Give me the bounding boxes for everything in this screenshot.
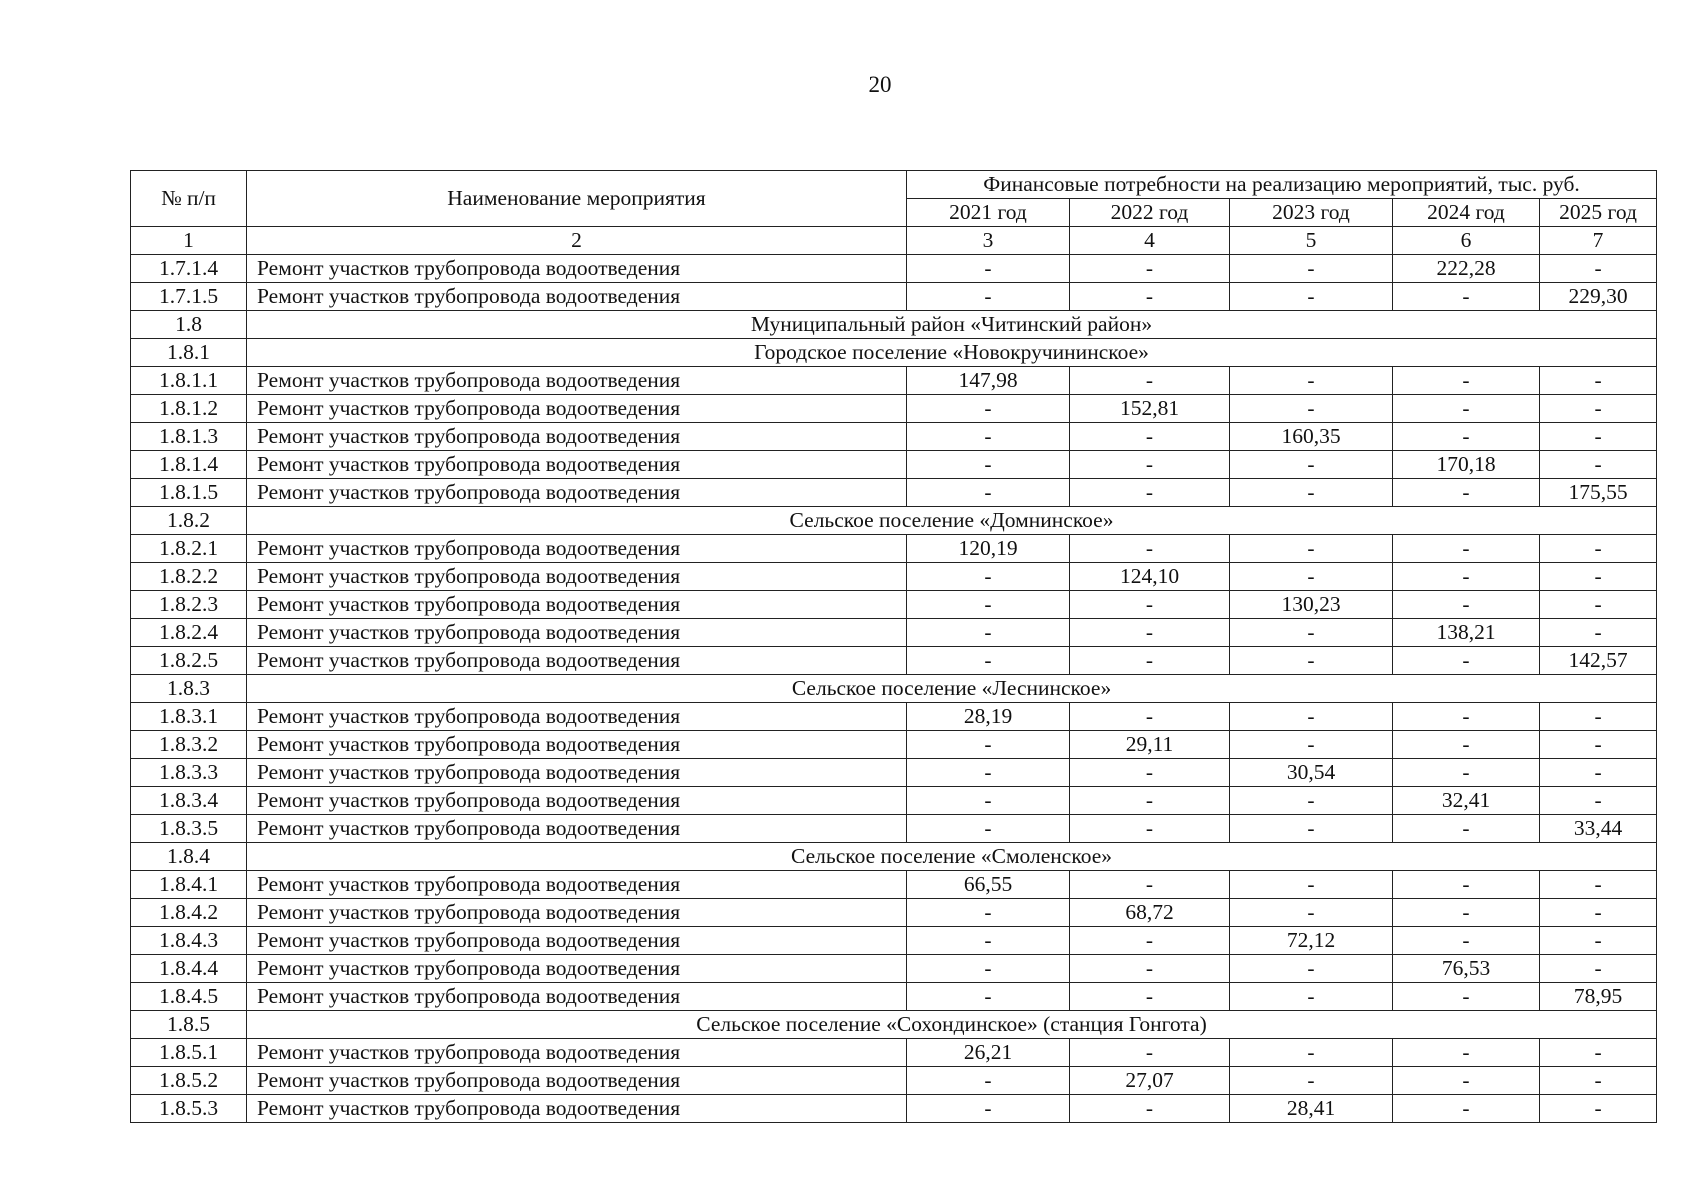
value-cell: - bbox=[907, 787, 1070, 815]
value-cell: - bbox=[907, 899, 1070, 927]
value-cell: 138,21 bbox=[1393, 619, 1540, 647]
value-cell: - bbox=[1540, 367, 1657, 395]
activity-name: Ремонт участков трубопровода водоотведения bbox=[247, 591, 907, 619]
value-cell: - bbox=[1070, 283, 1230, 311]
value-cell: - bbox=[1540, 451, 1657, 479]
value-cell: - bbox=[907, 451, 1070, 479]
activity-name: Ремонт участков трубопровода водоотведения bbox=[247, 479, 907, 507]
header-year: 2025 год bbox=[1540, 199, 1657, 227]
value-cell: 229,30 bbox=[1540, 283, 1657, 311]
section-title: Городское поселение «Новокручининское» bbox=[247, 339, 1657, 367]
table-row bbox=[131, 451, 1657, 479]
value-cell: - bbox=[907, 1095, 1070, 1123]
table-row bbox=[131, 479, 1657, 507]
value-cell: - bbox=[1540, 759, 1657, 787]
value-cell: - bbox=[1230, 255, 1393, 283]
row-number: 1.8.5.1 bbox=[131, 1039, 247, 1067]
value-cell: - bbox=[1230, 1039, 1393, 1067]
activity-name: Ремонт участков трубопровода водоотведения bbox=[247, 1067, 907, 1095]
value-cell: - bbox=[907, 731, 1070, 759]
value-cell: - bbox=[1393, 927, 1540, 955]
value-cell: - bbox=[1393, 1095, 1540, 1123]
value-cell: - bbox=[1393, 423, 1540, 451]
activity-name: Ремонт участков трубопровода водоотведения bbox=[247, 955, 907, 983]
value-cell: - bbox=[907, 395, 1070, 423]
table-body bbox=[131, 255, 1657, 1123]
section-title: Сельское поселение «Домнинское» bbox=[247, 507, 1657, 535]
row-number: 1.8.4.5 bbox=[131, 983, 247, 1011]
value-cell: - bbox=[1230, 703, 1393, 731]
value-cell: - bbox=[907, 955, 1070, 983]
value-cell: - bbox=[1070, 479, 1230, 507]
row-number: 1.8.5.3 bbox=[131, 1095, 247, 1123]
value-cell: 78,95 bbox=[1540, 983, 1657, 1011]
value-cell: - bbox=[1230, 871, 1393, 899]
section-row bbox=[131, 311, 1657, 339]
value-cell: - bbox=[1540, 255, 1657, 283]
value-cell: - bbox=[1393, 479, 1540, 507]
table-row bbox=[131, 395, 1657, 423]
row-number: 1.8.3 bbox=[131, 675, 247, 703]
value-cell: - bbox=[1070, 815, 1230, 843]
activity-name: Ремонт участков трубопровода водоотведения bbox=[247, 1095, 907, 1123]
row-number: 1.8.3.3 bbox=[131, 759, 247, 787]
value-cell: 33,44 bbox=[1540, 815, 1657, 843]
activity-name: Ремонт участков трубопровода водоотведения bbox=[247, 367, 907, 395]
table-row bbox=[131, 899, 1657, 927]
value-cell: 28,19 bbox=[907, 703, 1070, 731]
row-number: 1.8.3.2 bbox=[131, 731, 247, 759]
value-cell: - bbox=[1393, 1067, 1540, 1095]
row-number: 1.8.2.4 bbox=[131, 619, 247, 647]
value-cell: - bbox=[1540, 871, 1657, 899]
value-cell: - bbox=[1540, 591, 1657, 619]
value-cell: - bbox=[1393, 815, 1540, 843]
activity-name: Ремонт участков трубопровода водоотведения bbox=[247, 283, 907, 311]
value-cell: - bbox=[1540, 731, 1657, 759]
column-number: 2 bbox=[247, 227, 907, 255]
value-cell: - bbox=[1393, 367, 1540, 395]
column-number: 1 bbox=[131, 227, 247, 255]
activity-name: Ремонт участков трубопровода водоотведения bbox=[247, 1039, 907, 1067]
table-row bbox=[131, 1067, 1657, 1095]
table-row bbox=[131, 535, 1657, 563]
section-row bbox=[131, 507, 1657, 535]
value-cell: 222,28 bbox=[1393, 255, 1540, 283]
column-number: 6 bbox=[1393, 227, 1540, 255]
value-cell: - bbox=[1540, 787, 1657, 815]
header-year: 2021 год bbox=[907, 199, 1070, 227]
value-cell: - bbox=[1540, 1067, 1657, 1095]
value-cell: - bbox=[1070, 451, 1230, 479]
value-cell: - bbox=[1230, 899, 1393, 927]
value-cell: - bbox=[1540, 619, 1657, 647]
table-row bbox=[131, 703, 1657, 731]
activity-name: Ремонт участков трубопровода водоотведения bbox=[247, 983, 907, 1011]
value-cell: - bbox=[1230, 619, 1393, 647]
activity-name: Ремонт участков трубопровода водоотведения bbox=[247, 927, 907, 955]
value-cell: 26,21 bbox=[907, 1039, 1070, 1067]
section-title: Сельское поселение «Сохондинское» (станция Гонгота) bbox=[247, 1011, 1657, 1039]
value-cell: - bbox=[1070, 619, 1230, 647]
value-cell: - bbox=[1230, 955, 1393, 983]
value-cell: 72,12 bbox=[1230, 927, 1393, 955]
value-cell: - bbox=[907, 619, 1070, 647]
value-cell: - bbox=[907, 479, 1070, 507]
table-row bbox=[131, 927, 1657, 955]
value-cell: - bbox=[1393, 899, 1540, 927]
value-cell: - bbox=[1540, 1095, 1657, 1123]
activity-name: Ремонт участков трубопровода водоотведения bbox=[247, 563, 907, 591]
value-cell: - bbox=[1070, 927, 1230, 955]
header-name: Наименование мероприятия bbox=[247, 171, 907, 227]
value-cell: - bbox=[1070, 787, 1230, 815]
value-cell: - bbox=[1070, 255, 1230, 283]
table-row bbox=[131, 255, 1657, 283]
row-number: 1.8.1.3 bbox=[131, 423, 247, 451]
value-cell: - bbox=[1230, 1067, 1393, 1095]
row-number: 1.8.5 bbox=[131, 1011, 247, 1039]
value-cell: - bbox=[1393, 1039, 1540, 1067]
value-cell: - bbox=[1393, 535, 1540, 563]
header-year: 2023 год bbox=[1230, 199, 1393, 227]
row-number: 1.8.2 bbox=[131, 507, 247, 535]
row-number: 1.7.1.5 bbox=[131, 283, 247, 311]
value-cell: - bbox=[907, 815, 1070, 843]
table-row bbox=[131, 283, 1657, 311]
value-cell: - bbox=[1070, 955, 1230, 983]
table-row bbox=[131, 1095, 1657, 1123]
value-cell: 27,07 bbox=[1070, 1067, 1230, 1095]
activity-name: Ремонт участков трубопровода водоотведения bbox=[247, 815, 907, 843]
value-cell: - bbox=[1230, 983, 1393, 1011]
activity-name: Ремонт участков трубопровода водоотведения bbox=[247, 423, 907, 451]
header-year: 2022 год bbox=[1070, 199, 1230, 227]
header-finance: Финансовые потребности на реализацию мероприятий, тыс. руб. bbox=[907, 171, 1657, 199]
value-cell: 147,98 bbox=[907, 367, 1070, 395]
section-row bbox=[131, 675, 1657, 703]
row-number: 1.8.4.1 bbox=[131, 871, 247, 899]
activity-name: Ремонт участков трубопровода водоотведения bbox=[247, 731, 907, 759]
table-row bbox=[131, 815, 1657, 843]
row-number: 1.7.1.4 bbox=[131, 255, 247, 283]
value-cell: 170,18 bbox=[1393, 451, 1540, 479]
value-cell: - bbox=[907, 423, 1070, 451]
value-cell: - bbox=[1393, 703, 1540, 731]
value-cell: - bbox=[1393, 283, 1540, 311]
value-cell: - bbox=[1393, 647, 1540, 675]
value-cell: - bbox=[1393, 759, 1540, 787]
table-header bbox=[131, 171, 1657, 255]
table-row bbox=[131, 787, 1657, 815]
value-cell: - bbox=[1070, 703, 1230, 731]
value-cell: - bbox=[1070, 1039, 1230, 1067]
value-cell: - bbox=[907, 647, 1070, 675]
activity-name: Ремонт участков трубопровода водоотведения bbox=[247, 619, 907, 647]
section-title: Сельское поселение «Леснинское» bbox=[247, 675, 1657, 703]
table-row bbox=[131, 871, 1657, 899]
value-cell: - bbox=[1393, 871, 1540, 899]
value-cell: - bbox=[1230, 815, 1393, 843]
row-number: 1.8.4 bbox=[131, 843, 247, 871]
value-cell: - bbox=[907, 1067, 1070, 1095]
section-row bbox=[131, 339, 1657, 367]
financial-needs-table bbox=[130, 170, 1657, 1123]
row-number: 1.8.3.1 bbox=[131, 703, 247, 731]
value-cell: 30,54 bbox=[1230, 759, 1393, 787]
section-row bbox=[131, 1011, 1657, 1039]
row-number: 1.8.4.2 bbox=[131, 899, 247, 927]
table-row bbox=[131, 367, 1657, 395]
value-cell: - bbox=[907, 927, 1070, 955]
row-number: 1.8.2.3 bbox=[131, 591, 247, 619]
section-title: Муниципальный район «Читинский район» bbox=[247, 311, 1657, 339]
value-cell: - bbox=[907, 591, 1070, 619]
row-number: 1.8.1.5 bbox=[131, 479, 247, 507]
row-number: 1.8.1.1 bbox=[131, 367, 247, 395]
activity-name: Ремонт участков трубопровода водоотведения bbox=[247, 451, 907, 479]
value-cell: - bbox=[1230, 451, 1393, 479]
activity-name: Ремонт участков трубопровода водоотведения bbox=[247, 899, 907, 927]
activity-name: Ремонт участков трубопровода водоотведения bbox=[247, 647, 907, 675]
value-cell: - bbox=[1393, 395, 1540, 423]
table-row bbox=[131, 759, 1657, 787]
value-cell: - bbox=[907, 759, 1070, 787]
table-row bbox=[131, 591, 1657, 619]
value-cell: - bbox=[1230, 731, 1393, 759]
row-number: 1.8.5.2 bbox=[131, 1067, 247, 1095]
value-cell: - bbox=[1540, 955, 1657, 983]
value-cell: - bbox=[1393, 591, 1540, 619]
value-cell: - bbox=[1540, 703, 1657, 731]
value-cell: - bbox=[1070, 983, 1230, 1011]
row-number: 1.8.1.2 bbox=[131, 395, 247, 423]
value-cell: - bbox=[1540, 535, 1657, 563]
row-number: 1.8.2.5 bbox=[131, 647, 247, 675]
value-cell: - bbox=[1230, 647, 1393, 675]
value-cell: 68,72 bbox=[1070, 899, 1230, 927]
value-cell: - bbox=[1230, 395, 1393, 423]
activity-name: Ремонт участков трубопровода водоотведения bbox=[247, 395, 907, 423]
value-cell: - bbox=[1070, 759, 1230, 787]
value-cell: - bbox=[1230, 283, 1393, 311]
activity-name: Ремонт участков трубопровода водоотведения bbox=[247, 535, 907, 563]
table-row bbox=[131, 423, 1657, 451]
section-title: Сельское поселение «Смоленское» bbox=[247, 843, 1657, 871]
table-row bbox=[131, 983, 1657, 1011]
value-cell: - bbox=[1230, 535, 1393, 563]
value-cell: - bbox=[1540, 423, 1657, 451]
column-number: 3 bbox=[907, 227, 1070, 255]
row-number: 1.8 bbox=[131, 311, 247, 339]
value-cell: - bbox=[1230, 367, 1393, 395]
table-row bbox=[131, 563, 1657, 591]
value-cell: 66,55 bbox=[907, 871, 1070, 899]
value-cell: - bbox=[1540, 899, 1657, 927]
table-row bbox=[131, 619, 1657, 647]
activity-name: Ремонт участков трубопровода водоотведения bbox=[247, 255, 907, 283]
header-num: № п/п bbox=[131, 171, 247, 227]
value-cell: 28,41 bbox=[1230, 1095, 1393, 1123]
table-row bbox=[131, 647, 1657, 675]
column-number: 5 bbox=[1230, 227, 1393, 255]
value-cell: 32,41 bbox=[1393, 787, 1540, 815]
value-cell: - bbox=[1393, 731, 1540, 759]
value-cell: - bbox=[1540, 927, 1657, 955]
value-cell: 130,23 bbox=[1230, 591, 1393, 619]
value-cell: - bbox=[1230, 479, 1393, 507]
value-cell: 76,53 bbox=[1393, 955, 1540, 983]
value-cell: - bbox=[1070, 647, 1230, 675]
value-cell: - bbox=[1540, 395, 1657, 423]
value-cell: 160,35 bbox=[1230, 423, 1393, 451]
value-cell: - bbox=[1070, 1095, 1230, 1123]
value-cell: - bbox=[1070, 535, 1230, 563]
value-cell: - bbox=[1230, 787, 1393, 815]
table-row bbox=[131, 955, 1657, 983]
value-cell: - bbox=[1070, 591, 1230, 619]
value-cell: - bbox=[1070, 423, 1230, 451]
column-number: 4 bbox=[1070, 227, 1230, 255]
activity-name: Ремонт участков трубопровода водоотведения bbox=[247, 871, 907, 899]
column-number: 7 bbox=[1540, 227, 1657, 255]
row-number: 1.8.2.2 bbox=[131, 563, 247, 591]
row-number: 1.8.1.4 bbox=[131, 451, 247, 479]
row-number: 1.8.3.4 bbox=[131, 787, 247, 815]
value-cell: 120,19 bbox=[907, 535, 1070, 563]
section-row bbox=[131, 843, 1657, 871]
activity-name: Ремонт участков трубопровода водоотведения bbox=[247, 703, 907, 731]
value-cell: 152,81 bbox=[1070, 395, 1230, 423]
activity-name: Ремонт участков трубопровода водоотведения bbox=[247, 787, 907, 815]
header-year: 2024 год bbox=[1393, 199, 1540, 227]
value-cell: 175,55 bbox=[1540, 479, 1657, 507]
value-cell: 142,57 bbox=[1540, 647, 1657, 675]
row-number: 1.8.1 bbox=[131, 339, 247, 367]
value-cell: - bbox=[1540, 1039, 1657, 1067]
value-cell: - bbox=[907, 983, 1070, 1011]
value-cell: - bbox=[1540, 563, 1657, 591]
row-number: 1.8.2.1 bbox=[131, 535, 247, 563]
row-number: 1.8.4.4 bbox=[131, 955, 247, 983]
table-row bbox=[131, 1039, 1657, 1067]
value-cell: - bbox=[1230, 563, 1393, 591]
value-cell: - bbox=[1070, 871, 1230, 899]
activity-name: Ремонт участков трубопровода водоотведения bbox=[247, 759, 907, 787]
value-cell: - bbox=[1393, 563, 1540, 591]
value-cell: - bbox=[1393, 983, 1540, 1011]
page-number: 20 bbox=[868, 72, 892, 97]
value-cell: - bbox=[907, 563, 1070, 591]
value-cell: - bbox=[1070, 367, 1230, 395]
table-row bbox=[131, 731, 1657, 759]
value-cell: 29,11 bbox=[1070, 731, 1230, 759]
row-number: 1.8.4.3 bbox=[131, 927, 247, 955]
value-cell: 124,10 bbox=[1070, 563, 1230, 591]
row-number: 1.8.3.5 bbox=[131, 815, 247, 843]
value-cell: - bbox=[907, 255, 1070, 283]
value-cell: - bbox=[907, 283, 1070, 311]
